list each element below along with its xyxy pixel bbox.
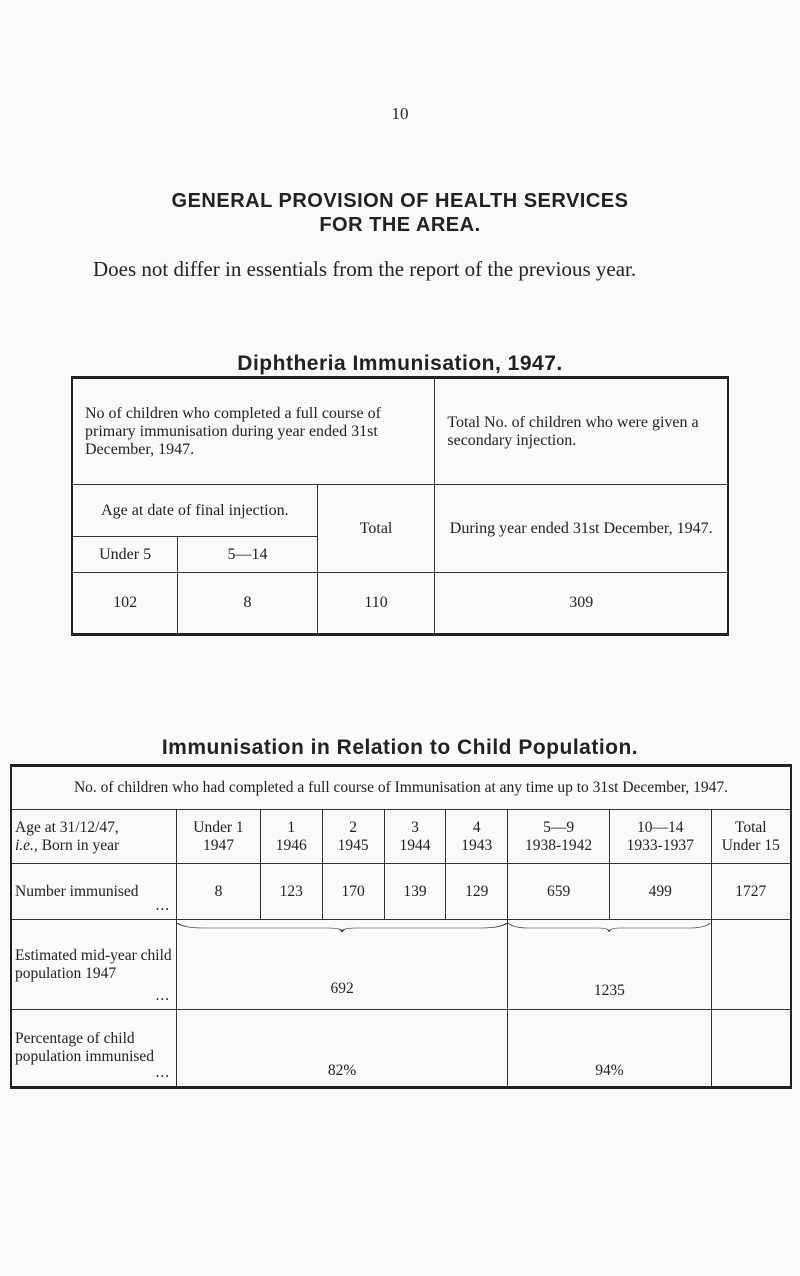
brace-icon [508,922,710,932]
number-cell: 659 [508,864,610,920]
estimated-under5-cell [177,920,508,1010]
number-cell: 8 [177,864,261,920]
col-header: 3 1944 [384,810,446,864]
page-number: 10 [391,104,409,123]
estimated-under5-value: 692 [330,980,354,997]
age-born-label-line1: Age at 31/12/47, [15,818,119,836]
page-heading-line2: FOR THE AREA. [319,214,481,236]
estimated-population-label: Estimated mid-year child population 1947 ... [11,920,177,1010]
number-cell: 170 [322,864,384,920]
empty-cell [711,920,791,1010]
number-cell: 129 [446,864,508,920]
number-cell: 1727 [711,864,791,920]
estimated-5-14-value: 1235 [593,982,625,999]
col-header: 10—14 1933-1937 [609,810,711,864]
secondary-injection-header: Total No. of children who were given a secondary injection. [435,378,728,485]
intro-paragraph: Does not differ in essentials from the report of the previous year. [93,257,637,281]
number-immunised-label: Number immunised ... [11,864,177,920]
total-value: 110 [317,573,435,635]
number-cell: 499 [609,864,711,920]
col-header: Total Under 15 [711,810,791,864]
table2-caption: No. of children who had completed a full course of Immunisation at any time up to 31st December, 1947. [11,766,791,810]
age-at-final-injection-header: Age at date of final injection. [72,485,317,537]
col-header: 1 1946 [260,810,322,864]
percentage-under5-value: 82% [177,1010,508,1088]
total-header: Total [317,485,435,573]
age-born-label [11,810,177,864]
primary-course-header: No of children who completed a full course of primary immunisation during year ended 31st December, 1947. [72,378,435,485]
age-5-14-header: 5—14 [178,537,318,573]
table2-title: Immunisation in Relation to Child Population. [161,736,639,759]
percentage-5-14-value: 94% [508,1010,711,1088]
under-5-value: 102 [72,573,178,635]
ie-label: i.e., [15,836,38,854]
table1-title: Diphtheria Immunisation, 1947. [237,352,563,375]
number-cell: 123 [260,864,322,920]
child-population-immunisation-table [10,764,792,1089]
estimated-5-14-cell [508,920,711,1010]
col-header: 4 1943 [446,810,508,864]
secondary-value: 309 [435,573,728,635]
col-header: Under 1 1947 [177,810,261,864]
number-cell: 139 [384,864,446,920]
empty-cell [711,1010,791,1088]
born-in-year-label: Born in year [37,836,120,854]
percentage-immunised-label: Percentage of child population immunised ... [11,1010,177,1088]
during-year-header: During year ended 31st December, 1947. [435,485,728,573]
under-5-header: Under 5 [72,537,178,573]
col-header: 2 1945 [322,810,384,864]
brace-icon [177,922,507,932]
col-header: 5—9 1938-1942 [508,810,610,864]
age-5-14-value: 8 [178,573,318,635]
diphtheria-immunisation-table [71,376,729,636]
page-heading-line1: GENERAL PROVISION OF HEALTH SERVICES [171,190,629,212]
